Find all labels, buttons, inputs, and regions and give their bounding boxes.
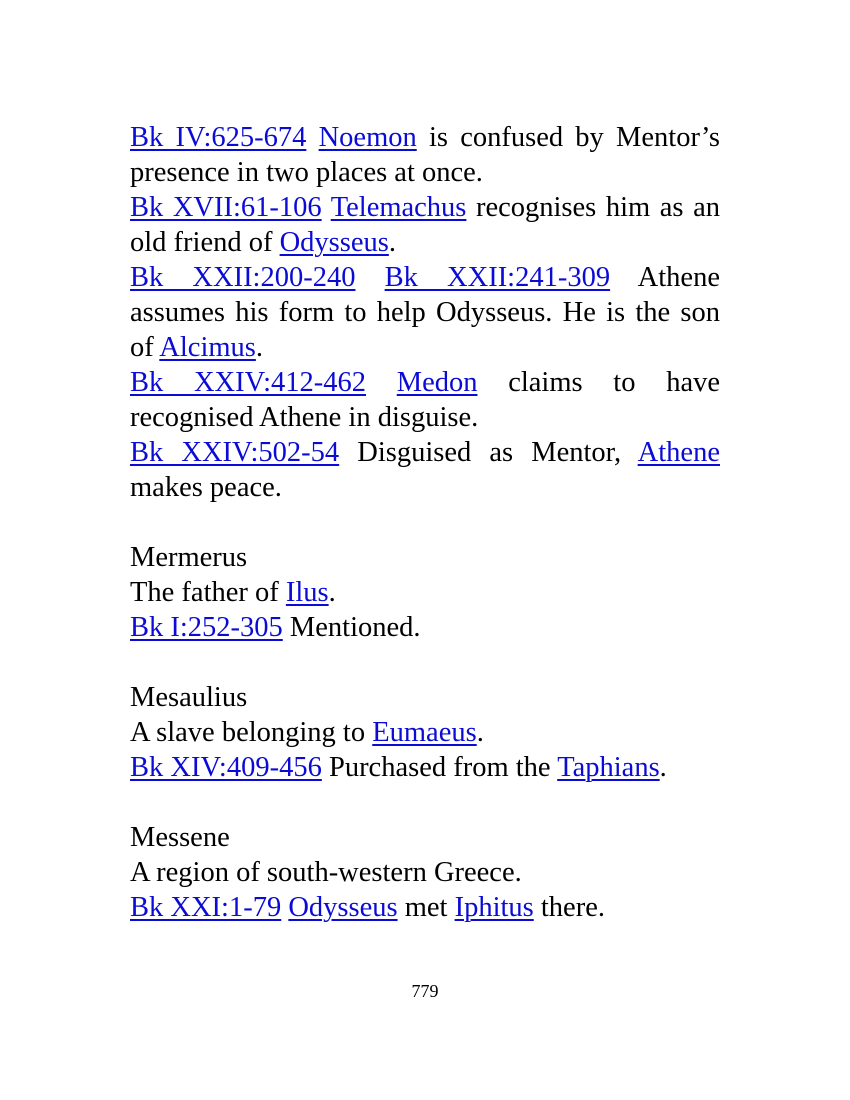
link-ilus[interactable]: Ilus	[285, 577, 329, 608]
text-span: makes peace.	[130, 472, 282, 503]
heading-text: Messene	[130, 822, 230, 853]
text-span: Mentioned.	[282, 612, 421, 643]
text-span	[366, 367, 397, 398]
link-noemon[interactable]: Noemon	[318, 122, 417, 153]
entry-athene-peace-reference	[130, 435, 720, 505]
entry-mesaulius-description	[130, 715, 720, 750]
link-odysseus[interactable]: Odysseus	[288, 892, 398, 923]
entry-medon-reference	[130, 365, 720, 435]
link-telemachus[interactable]: Telemachus	[330, 192, 467, 223]
link-iphitus[interactable]: Iphitus	[454, 892, 534, 923]
link-bk-xxiv-502-54[interactable]: Bk XXIV:502-54	[130, 437, 340, 468]
text-span: Athene assumes his form to help Odysseus. He is the son of	[130, 262, 720, 363]
link-bk-xxiv-412-462[interactable]: Bk XXIV:412-462	[130, 367, 367, 398]
text-span: .	[255, 332, 263, 363]
text-span: claims to have recognised Athene in disguise.	[130, 367, 720, 433]
entry-messene-description	[130, 855, 720, 890]
link-bk-i-252-305[interactable]: Bk I:252-305	[130, 612, 283, 643]
text-span: Purchased from the	[321, 752, 558, 783]
link-eumaeus[interactable]: Eumaeus	[372, 717, 477, 748]
link-medon[interactable]: Medon	[396, 367, 478, 398]
spacer	[130, 645, 720, 680]
spacer	[130, 505, 720, 540]
entry-athene-form-reference	[130, 260, 720, 365]
text-span: The father of	[130, 577, 286, 608]
document-body	[130, 120, 720, 925]
text-span: met	[397, 892, 455, 923]
text-span: A region of south-western Greece.	[130, 857, 522, 888]
link-bk-iv-625-674[interactable]: Bk IV:625-674	[130, 122, 307, 153]
text-span: is confused by Mentor’s presence in two places at once.	[130, 122, 721, 188]
text-span: there.	[533, 892, 605, 923]
text-span: A slave belonging to	[130, 717, 373, 748]
text-span: .	[659, 752, 667, 783]
link-athene[interactable]: Athene	[637, 437, 720, 468]
entry-mermerus-reference	[130, 610, 720, 645]
entry-mesaulius-reference	[130, 750, 720, 785]
link-taphians[interactable]: Taphians	[557, 752, 660, 783]
link-bk-xxi-1-79[interactable]: Bk XXI:1-79	[130, 892, 282, 923]
entry-heading-mermerus	[130, 540, 720, 575]
link-bk-xvii-61-106[interactable]: Bk XVII:61-106	[130, 192, 322, 223]
text-span: recognises him as an old friend of	[130, 192, 720, 258]
text-span	[306, 122, 318, 153]
text-span: .	[328, 577, 336, 608]
spacer	[130, 785, 720, 820]
entry-noemon-reference	[130, 120, 720, 190]
entry-telemachus-reference	[130, 190, 720, 260]
text-span: Disguised as Mentor,	[339, 437, 638, 468]
entry-heading-mesaulius	[130, 680, 720, 715]
heading-text: Mermerus	[130, 542, 248, 573]
heading-text: Mesaulius	[130, 682, 248, 713]
entry-heading-messene	[130, 820, 720, 855]
text-span	[355, 262, 384, 293]
page-number: 779	[411, 981, 439, 1001]
text-span: .	[388, 227, 396, 258]
link-bk-xxii-200-240[interactable]: Bk XXII:200-240	[130, 262, 356, 293]
entry-messene-reference	[130, 890, 720, 925]
link-odysseus[interactable]: Odysseus	[279, 227, 389, 258]
link-bk-xxii-241-309[interactable]: Bk XXII:241-309	[384, 262, 611, 293]
text-span: .	[476, 717, 484, 748]
link-alcimus[interactable]: Alcimus	[159, 332, 256, 363]
text-span	[322, 192, 331, 223]
link-bk-xiv-409-456[interactable]: Bk XIV:409-456	[130, 752, 322, 783]
entry-mermerus-description	[130, 575, 720, 610]
